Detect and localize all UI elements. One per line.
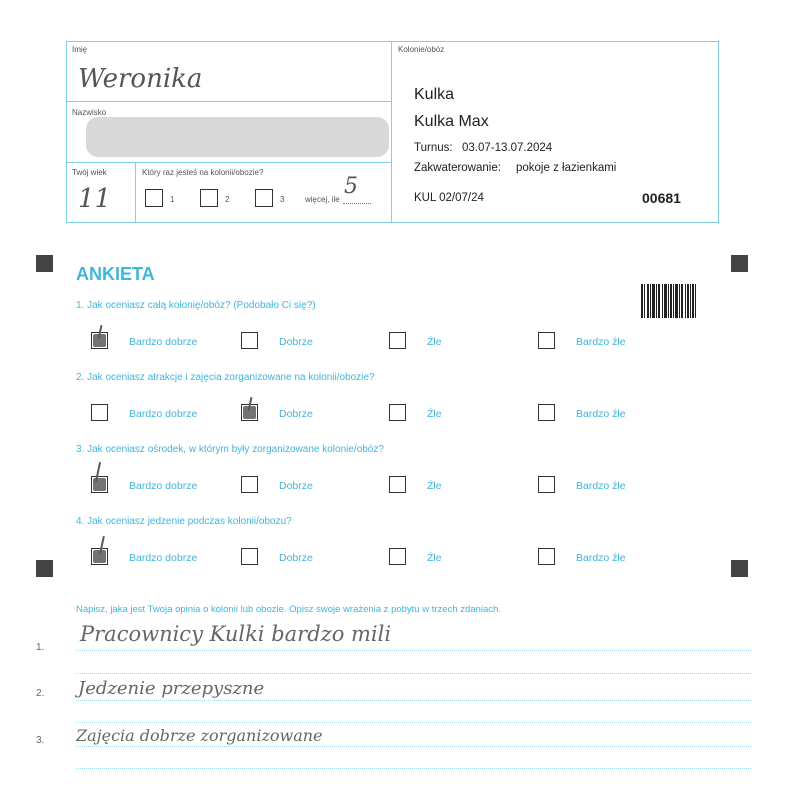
- ktory-raz-option-1: 1: [170, 195, 175, 204]
- wiecej-value[interactable]: 5: [344, 174, 358, 199]
- turnus-value: 03.07-13.07.2024: [462, 142, 553, 154]
- header-divider-1: [66, 101, 392, 102]
- ktory-raz-checkbox-1[interactable]: [145, 189, 163, 207]
- q3-option-zle: Źle: [427, 480, 442, 492]
- q3-checkbox-bardzo-zle[interactable]: [538, 476, 555, 493]
- header-divider-3: [135, 162, 136, 222]
- q1-checkbox-zle[interactable]: [389, 332, 406, 349]
- q4-option-dobrze: Dobrze: [279, 552, 313, 564]
- q2-option-zle: Źle: [427, 408, 442, 420]
- q4-option-zle: Źle: [427, 552, 442, 564]
- registration-marker-bottom-right: [731, 560, 748, 577]
- q1-option-bardzo-dobrze: Bardzo dobrze: [129, 336, 198, 348]
- opinion-line-1-number: 1.: [36, 642, 45, 653]
- opinion-line-3b-dots: [76, 768, 751, 769]
- ktory-raz-option-3: 3: [280, 195, 285, 204]
- opinion-line-1-dots: [76, 650, 751, 651]
- ktory-raz-checkbox-2[interactable]: [200, 189, 218, 207]
- opinion-line-2-text[interactable]: Jedzenie przepyszne: [78, 678, 265, 699]
- opinion-prompt: Napisz, jaka jest Twoja opinia o kolonii lub obozie. Opisz swoje wrażenia z pobytu w trzech zdaniach.: [76, 604, 501, 615]
- opinion-line-3-dots: [76, 746, 751, 747]
- q4-checkbox-dobrze[interactable]: [241, 548, 258, 565]
- imie-value[interactable]: Weronika: [78, 64, 203, 94]
- q2-checkbox-bardzo-zle[interactable]: [538, 404, 555, 421]
- camp-name: Kulka: [414, 86, 455, 103]
- zakwaterowanie-label: Zakwaterowanie:: [414, 162, 501, 174]
- opinion-line-3-text[interactable]: Zajęcia dobrze zorganizowane: [76, 726, 323, 745]
- wiek-value[interactable]: 11: [78, 184, 112, 214]
- q4-option-bardzo-zle: Bardzo źle: [576, 552, 626, 564]
- q2-option-bardzo-dobrze: Bardzo dobrze: [129, 408, 198, 420]
- question-3: 3. Jak oceniasz ośrodek, w którym były zorganizowane kolonie/obóz?: [76, 444, 384, 455]
- nazwisko-redaction: [86, 117, 389, 157]
- zakwaterowanie-value: pokoje z łazienkami: [516, 162, 617, 174]
- registration-marker-top-right: [731, 255, 748, 272]
- registration-marker-top-left: [36, 255, 53, 272]
- imie-label: Imię: [72, 45, 88, 54]
- header-divider-vertical: [391, 41, 392, 222]
- q1-checkbox-dobrze[interactable]: [241, 332, 258, 349]
- barcode-icon: [641, 284, 696, 318]
- wiecej-label: więcej, ile: [305, 195, 340, 204]
- header-divider-2: [66, 162, 392, 163]
- q1-option-zle: Źle: [427, 336, 442, 348]
- q2-option-bardzo-zle: Bardzo źle: [576, 408, 626, 420]
- q1-checkbox-bardzo-zle[interactable]: [538, 332, 555, 349]
- turnus-label: Turnus:: [414, 142, 453, 154]
- opinion-line-2b-dots: [76, 722, 751, 723]
- camp-number: 00681: [642, 190, 681, 206]
- q4-checkbox-zle[interactable]: [389, 548, 406, 565]
- q3-option-bardzo-zle: Bardzo źle: [576, 480, 626, 492]
- q3-option-dobrze: Dobrze: [279, 480, 313, 492]
- opinion-line-1b-dots: [76, 673, 751, 674]
- ktory-raz-option-2: 2: [225, 195, 230, 204]
- question-2: 2. Jak oceniasz atrakcje i zajęcia zorganizowane na kolonii/obozie?: [76, 372, 375, 383]
- opinion-line-2-dots: [76, 700, 751, 701]
- camp-subname: Kulka Max: [414, 113, 489, 130]
- wiek-label: Twój wiek: [72, 168, 107, 177]
- kolonie-label: Kolonie/obóz: [398, 45, 445, 54]
- q2-checkbox-bardzo-dobrze[interactable]: [91, 404, 108, 421]
- ktory-raz-label: Który raz jesteś na kolonii/obozie?: [142, 168, 264, 177]
- opinion-line-3-number: 3.: [36, 735, 45, 746]
- q2-option-dobrze: Dobrze: [279, 408, 313, 420]
- q1-option-dobrze: Dobrze: [279, 336, 313, 348]
- question-4: 4. Jak oceniasz jedzenie podczas kolonii/obozu?: [76, 516, 292, 527]
- q3-checkbox-dobrze[interactable]: [241, 476, 258, 493]
- q1-option-bardzo-zle: Bardzo źle: [576, 336, 626, 348]
- survey-title: ANKIETA: [76, 264, 155, 284]
- question-1: 1. Jak oceniasz całą kolonię/obóz? (Podobało Ci się?): [76, 300, 316, 311]
- q3-option-bardzo-dobrze: Bardzo dobrze: [129, 480, 198, 492]
- registration-marker-bottom-left: [36, 560, 53, 577]
- opinion-line-1-text[interactable]: Pracownicy Kulki bardzo mili: [80, 622, 392, 646]
- nazwisko-label: Nazwisko: [72, 108, 107, 117]
- q2-checkbox-zle[interactable]: [389, 404, 406, 421]
- camp-code: KUL 02/07/24: [414, 192, 484, 204]
- ktory-raz-checkbox-3[interactable]: [255, 189, 273, 207]
- wiecej-dots: [343, 203, 371, 204]
- q3-checkbox-zle[interactable]: [389, 476, 406, 493]
- q4-option-bardzo-dobrze: Bardzo dobrze: [129, 552, 198, 564]
- q4-checkbox-bardzo-zle[interactable]: [538, 548, 555, 565]
- opinion-line-2-number: 2.: [36, 688, 45, 699]
